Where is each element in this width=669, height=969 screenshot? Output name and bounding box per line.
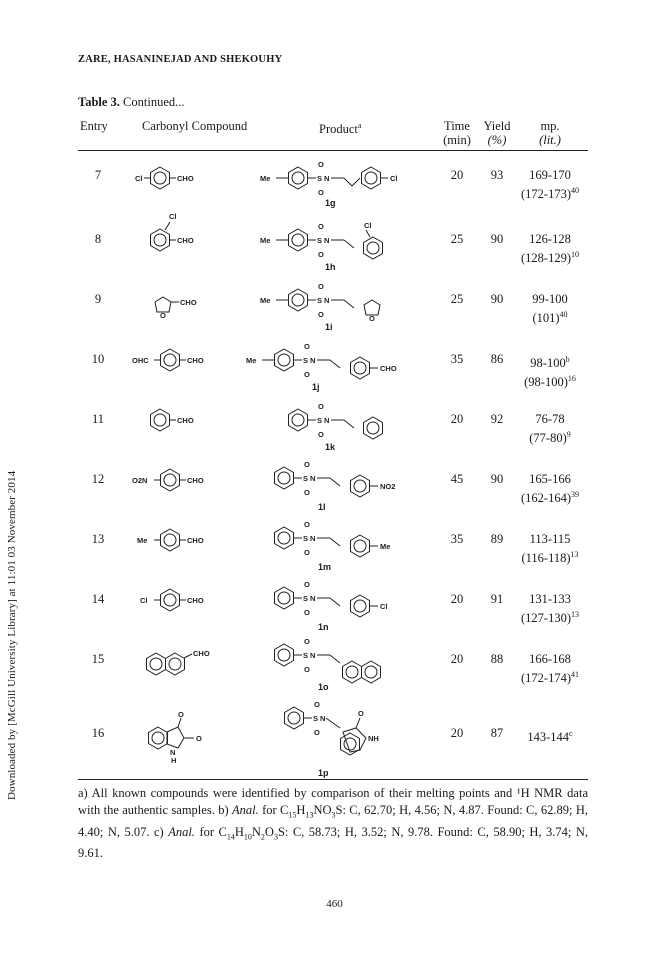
svg-text:O: O: [178, 710, 184, 719]
svg-text:CHO: CHO: [193, 649, 210, 658]
svg-text:N: N: [324, 296, 330, 305]
svg-text:CHO: CHO: [187, 356, 204, 365]
header-mp: mp. (lit.): [539, 119, 561, 147]
svg-text:O: O: [318, 250, 324, 259]
svg-text:O: O: [318, 402, 324, 411]
svg-text:O: O: [358, 709, 364, 718]
svg-text:O: O: [196, 734, 202, 743]
svg-text:N: N: [324, 416, 330, 425]
entry-cell: 9: [94, 292, 102, 306]
page-number: 460: [326, 898, 343, 910]
download-watermark: Downloaded by [McGill University Library] at 11:01 03 November 2014: [6, 470, 18, 800]
svg-text:Cl: Cl: [390, 174, 398, 183]
yield-cell: 90: [490, 232, 504, 246]
header-yield: Yield (%): [483, 119, 511, 147]
svg-text:S: S: [303, 594, 309, 603]
entry-cell: 14: [91, 592, 105, 606]
product-label: 1h: [325, 262, 336, 272]
svg-text:O2N: O2N: [132, 476, 148, 485]
svg-text:O: O: [160, 311, 166, 320]
svg-text:O: O: [304, 637, 310, 646]
yield-cell: 88: [490, 652, 504, 666]
svg-text:Cl: Cl: [364, 221, 372, 230]
svg-text:N: N: [310, 534, 316, 543]
entry-cell: 12: [91, 472, 105, 486]
svg-text:S: S: [303, 474, 309, 483]
table-bottom-rule: [78, 779, 588, 780]
time-cell: 20: [450, 592, 464, 606]
svg-text:Me: Me: [380, 542, 391, 551]
svg-text:CHO: CHO: [177, 236, 194, 245]
svg-text:O: O: [318, 160, 324, 169]
svg-text:Cl: Cl: [140, 596, 148, 605]
header-product: Product$^a$: [319, 121, 362, 137]
svg-text:Cl: Cl: [380, 602, 388, 611]
mp-cell: 98-100$^b$ $(98-100)^{16}$: [524, 355, 576, 390]
svg-text:N: N: [324, 174, 330, 183]
svg-text:S: S: [303, 534, 309, 543]
time-cell: 20: [450, 412, 464, 426]
product-label: 1n: [318, 622, 329, 632]
time-cell: 35: [450, 532, 464, 546]
svg-text:N: N: [324, 236, 330, 245]
svg-text:O: O: [304, 665, 310, 674]
svg-text:NH: NH: [368, 734, 379, 743]
time-cell: 20: [450, 652, 464, 666]
svg-text:S: S: [317, 296, 323, 305]
svg-text:CHO: CHO: [187, 536, 204, 545]
svg-text:O: O: [318, 188, 324, 197]
svg-text:O: O: [369, 314, 375, 323]
product-label: 1p: [318, 768, 329, 778]
yield-cell: 87: [490, 726, 504, 740]
time-cell: 20: [450, 726, 464, 740]
yield-cell: 93: [490, 168, 504, 182]
svg-text:N: N: [170, 748, 176, 757]
svg-text:O: O: [304, 548, 310, 557]
svg-text:O: O: [318, 430, 324, 439]
svg-text:Cl: Cl: [135, 174, 143, 183]
mp-cell: 143-144$^c$: [527, 729, 573, 745]
svg-text:S: S: [313, 714, 319, 723]
entry-cell: 10: [91, 352, 105, 366]
svg-text:CHO: CHO: [187, 476, 204, 485]
running-header: ZARE, HASANINEJAD AND SHEKOUHY: [78, 54, 283, 65]
svg-text:O: O: [304, 460, 310, 469]
product-label: 1k: [325, 442, 336, 452]
mp-cell: 131-133 $(127-130)^{13}$: [521, 592, 579, 626]
svg-text:O: O: [314, 700, 320, 709]
time-cell: 35: [450, 352, 464, 366]
svg-text:Me: Me: [260, 296, 271, 305]
svg-text:CHO: CHO: [177, 174, 194, 183]
svg-text:O: O: [304, 370, 310, 379]
mp-cell: 169-170 $(172-173)^{40}$: [521, 168, 579, 202]
header-carbonyl: Carbonyl Compound: [142, 119, 248, 133]
mp-cell: 165-166 $(162-164)^{39}$: [521, 472, 579, 506]
svg-text:CHO: CHO: [177, 416, 194, 425]
svg-text:Me: Me: [260, 174, 271, 183]
svg-text:CHO: CHO: [380, 364, 397, 373]
svg-text:Cl: Cl: [169, 212, 177, 221]
header-entry: Entry: [80, 119, 108, 133]
yield-cell: 90: [490, 292, 504, 306]
svg-text:S: S: [317, 416, 323, 425]
svg-text:OHC: OHC: [132, 356, 149, 365]
svg-text:NO2: NO2: [380, 482, 396, 491]
product-label: 1o: [318, 682, 329, 692]
svg-text:Me: Me: [137, 536, 148, 545]
yield-cell: 92: [490, 412, 504, 426]
entry-cell: 11: [91, 412, 105, 426]
svg-text:O: O: [318, 222, 324, 231]
svg-text:O: O: [318, 310, 324, 319]
time-cell: 25: [450, 292, 464, 306]
svg-text:Me: Me: [246, 356, 257, 365]
svg-text:H: H: [171, 756, 177, 765]
mp-cell: 76-78 $(77-80)^9$: [529, 412, 571, 446]
table-label: Table 3.: [78, 95, 120, 109]
carbonyl-structure: [144, 167, 176, 189]
header-time: Time (min): [443, 119, 471, 147]
entry-cell: 7: [94, 168, 102, 182]
svg-text:O: O: [304, 342, 310, 351]
entry-cell: 13: [91, 532, 105, 546]
svg-text:O: O: [304, 520, 310, 529]
mp-cell: 126-128 $(128-129)^{10}$: [521, 232, 579, 266]
svg-text:N: N: [310, 356, 316, 365]
time-cell: 45: [450, 472, 464, 486]
product-label: 1m: [318, 562, 332, 572]
entry-cell: 8: [94, 232, 102, 246]
svg-text:N: N: [310, 594, 316, 603]
svg-text:S: S: [303, 356, 309, 365]
entry-cell: 16: [91, 726, 105, 740]
svg-text:S: S: [317, 236, 323, 245]
yield-cell: 89: [490, 532, 504, 546]
yield-cell: 91: [490, 592, 504, 606]
svg-text:N: N: [310, 474, 316, 483]
product-label: 1l: [318, 502, 326, 512]
svg-text:O: O: [304, 488, 310, 497]
svg-text:CHO: CHO: [180, 298, 197, 307]
product-label: 1j: [312, 382, 320, 392]
product-structure: [276, 167, 388, 189]
time-cell: 20: [450, 168, 464, 182]
svg-text:Me: Me: [260, 236, 271, 245]
mp-cell: 113-115 $(116-118)^{13}$: [521, 532, 579, 566]
time-cell: 25: [450, 232, 464, 246]
entry-cell: 15: [91, 652, 105, 666]
svg-text:O: O: [318, 282, 324, 291]
svg-text:O: O: [314, 728, 320, 737]
table-caption-text: Continued...: [123, 95, 185, 109]
table-footnotes: a) All known compounds were identified by comparison of their melting points and ¹H NMR data with the authentic samples. b) Anal. for $C_{15}H_{13}NO_3S$: C, 62.70; H, 4.56; N, 4.87. Found: C, 62.89; H, 4.40; N, 5.07. c) Anal. for $C_{14}H_{10}N_2O_3S$: C, 58.73; H, 3.52; N, 9.78. Found: C, 58.90; H, 3.74; N, 9.61.: [78, 786, 589, 860]
svg-text:S: S: [317, 174, 323, 183]
mp-cell: 99-100 $(101)^{40}$: [532, 292, 568, 326]
svg-text:N: N: [320, 714, 326, 723]
yield-cell: 90: [490, 472, 504, 486]
svg-text:O: O: [304, 608, 310, 617]
product-label: 1g: [325, 198, 336, 208]
svg-text:CHO: CHO: [187, 596, 204, 605]
svg-text:O: O: [304, 580, 310, 589]
mp-cell: 166-168 $(172-174)^{41}$: [521, 652, 579, 686]
yield-cell: 86: [490, 352, 504, 366]
svg-text:S: S: [303, 651, 309, 660]
svg-text:N: N: [310, 651, 316, 660]
product-label: 1i: [325, 322, 333, 332]
